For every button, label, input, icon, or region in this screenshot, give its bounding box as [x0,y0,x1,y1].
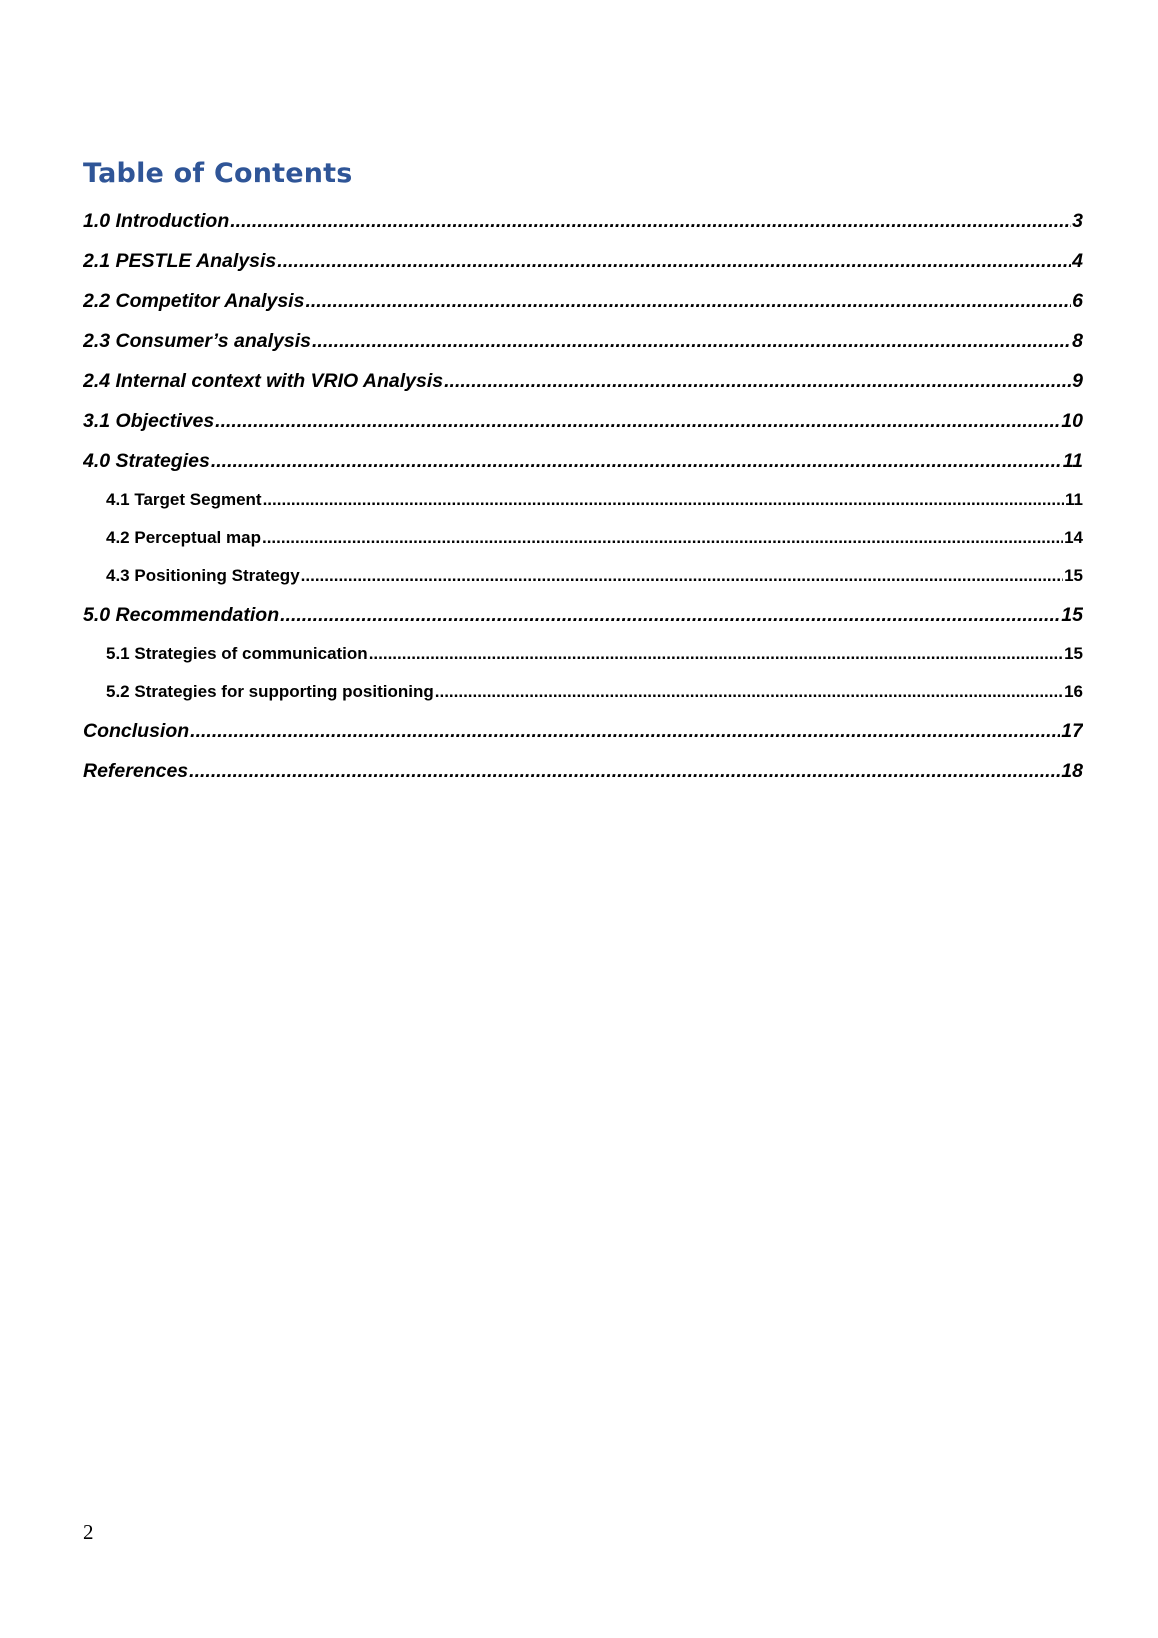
toc-entry-title: References [83,760,189,782]
toc-entry-strategies[interactable] [83,448,1083,488]
toc-entry-positioning-strategy[interactable] [83,564,1083,602]
toc-entry-introduction[interactable] [83,208,1083,248]
toc-dot-leader [280,602,1060,628]
toc-entry-consumers-analysis[interactable] [83,328,1083,368]
toc-dot-leader [190,718,1060,744]
toc-entry-title: 4.0 Strategies [83,450,210,472]
toc-dot-leader [305,288,1071,314]
toc-dot-leader [211,448,1062,474]
toc-entry-page: 16 [1064,682,1083,701]
toc-entry-page: 4 [1072,250,1083,272]
page-number: 2 [83,1520,94,1544]
toc-entry-page: 11 [1065,490,1083,509]
toc-entry-title: 4.2 Perceptual map [106,528,261,547]
toc-entry-title: 4.1 Target Segment [106,490,262,509]
toc-entry-title: 5.1 Strategies of communication [106,644,368,663]
toc-entry-page: 14 [1064,528,1083,547]
toc-entry-page: 15 [1064,566,1083,585]
toc-entry-strategies-of-communication[interactable] [83,642,1083,680]
toc-entry-page: 9 [1072,370,1083,392]
toc-entry-page: 15 [1064,644,1083,663]
toc-entry-page: 10 [1061,410,1083,432]
toc-entry-title: 2.1 PESTLE Analysis [83,250,277,272]
toc-entry-conclusion[interactable] [83,718,1083,758]
toc-dot-leader [262,526,1063,550]
toc-entry-title: 3.1 Objectives [83,410,215,432]
toc-entry-references[interactable] [83,758,1083,798]
toc-entry-title: 4.3 Positioning Strategy [106,566,300,585]
table-of-contents [83,208,1083,798]
toc-entry-pestle-analysis[interactable] [83,248,1083,288]
toc-entry-page: 6 [1072,290,1083,312]
toc-entry-page: 3 [1072,210,1083,232]
toc-entry-recommendation[interactable] [83,602,1083,642]
toc-dot-leader [189,758,1060,784]
toc-dot-leader [277,248,1071,274]
toc-entry-vrio-analysis[interactable] [83,368,1083,408]
toc-entry-title: Conclusion [83,720,190,742]
toc-entry-title: 2.3 Consumer’s analysis [83,330,311,352]
toc-dot-leader [230,208,1071,234]
toc-entry-competitor-analysis[interactable] [83,288,1083,328]
toc-entry-page: 8 [1072,330,1083,352]
toc-heading: Table of Contents [83,158,353,189]
toc-entry-page: 15 [1061,604,1083,626]
toc-entry-title: 5.2 Strategies for supporting positioning [106,682,434,701]
toc-dot-leader [301,564,1063,588]
toc-entry-title: 2.4 Internal context with VRIO Analysis [83,370,444,392]
toc-entry-title: 5.0 Recommendation [83,604,280,626]
toc-entry-page: 17 [1061,720,1083,742]
toc-entry-title: 2.2 Competitor Analysis [83,290,305,312]
toc-entry-target-segment[interactable] [83,488,1083,526]
toc-entry-strategies-supporting-positioning[interactable] [83,680,1083,718]
toc-dot-leader [444,368,1071,394]
toc-dot-leader [369,642,1063,666]
toc-dot-leader [435,680,1063,704]
toc-dot-leader [215,408,1060,434]
toc-entry-title: 1.0 Introduction [83,210,230,232]
toc-entry-objectives[interactable] [83,408,1083,448]
toc-dot-leader [312,328,1071,354]
toc-entry-page: 18 [1061,760,1083,782]
toc-entry-page: 11 [1062,450,1083,472]
toc-entry-perceptual-map[interactable] [83,526,1083,564]
toc-dot-leader [263,488,1064,512]
